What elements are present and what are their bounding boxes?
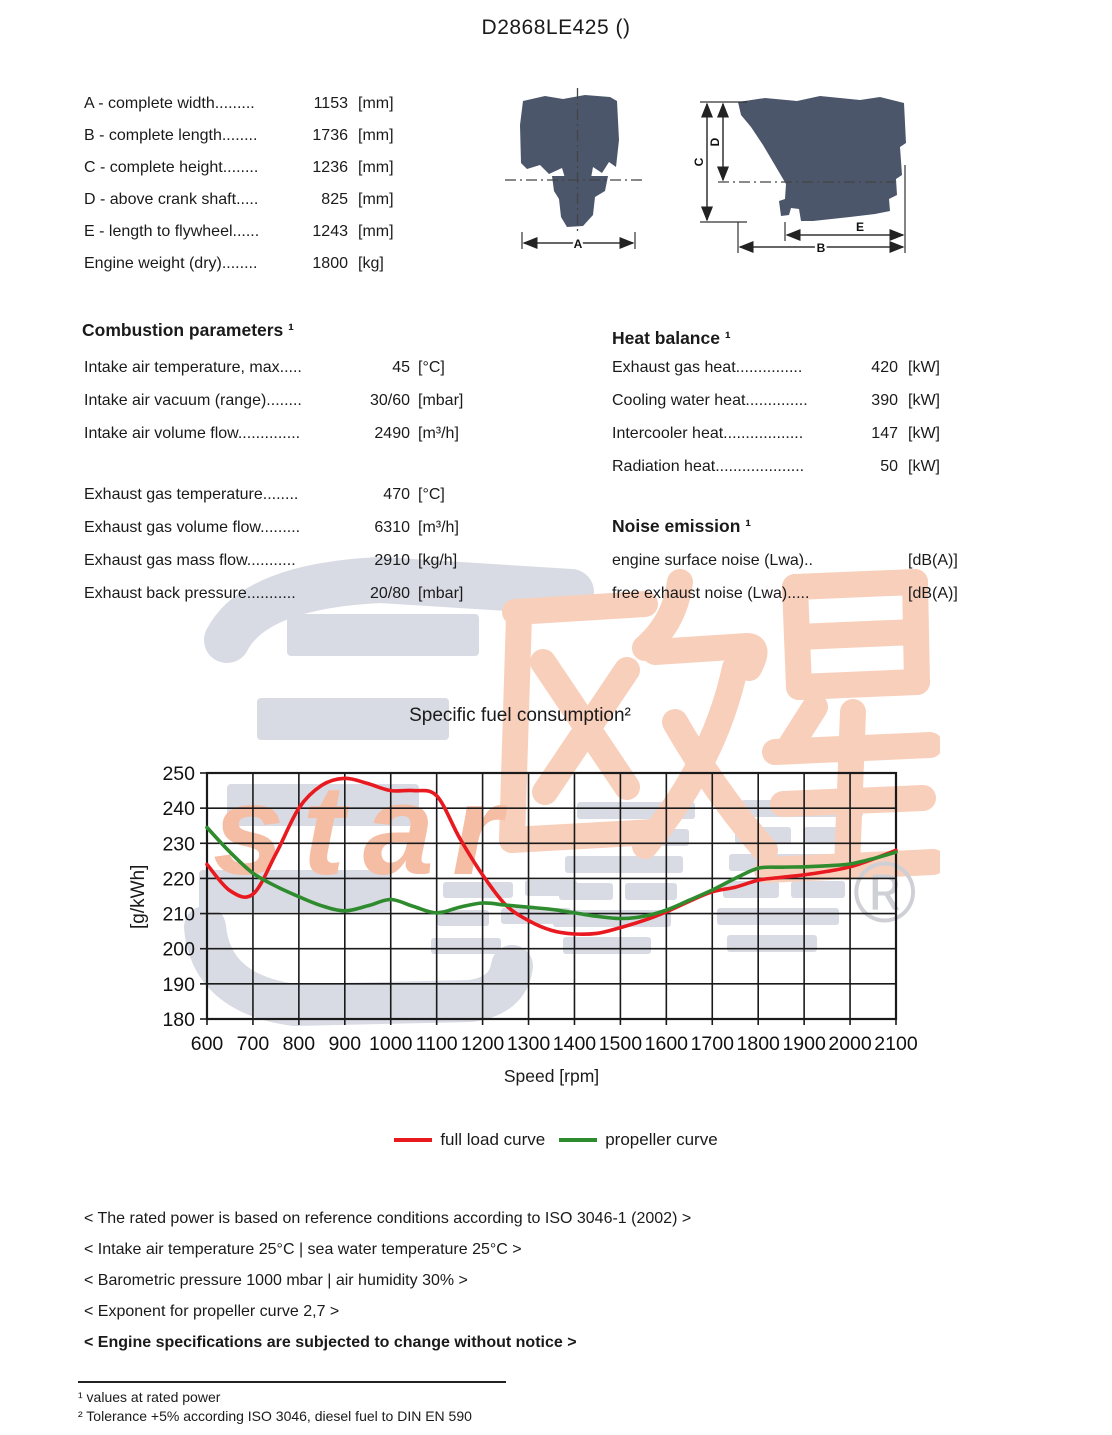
legend-item-propeller-curve [559,1130,717,1150]
watermark-star-text: star [213,759,520,902]
spec-label: Exhaust gas temperature........ [84,485,299,503]
spec-unit: [dB(A)] [908,584,958,602]
dimension-value: 1236 [312,159,348,176]
svg-text:1900: 1900 [782,1033,826,1055]
svg-text:800: 800 [282,1033,316,1055]
spec-value: 390 [871,391,898,409]
spec-unit: [mbar] [418,584,464,602]
spec-label: Exhaust gas heat............... [612,358,803,376]
note-line-bold: < Engine specifications are subjected to change without notice > [84,1333,577,1351]
svg-text:220: 220 [162,868,195,891]
spec-value: 470 [383,485,410,503]
dimension-value: 1243 [312,223,348,240]
svg-text:210: 210 [162,903,195,926]
chart-x-axis-label: Speed [rpm] [503,1066,600,1086]
dimension-label: B - complete length........ [84,127,258,144]
svg-text:200: 200 [162,938,195,961]
spec-unit: [mbar] [418,391,464,409]
footnotes-block [78,1388,472,1426]
svg-text:2100: 2100 [874,1033,918,1055]
spec-value: 2910 [374,551,410,569]
spec-unit: [m³/h] [418,424,459,442]
spec-unit: [kW] [908,358,940,376]
chart-y-axis-label: [g/kWh] [128,864,149,930]
svg-text:1400: 1400 [552,1033,597,1055]
combustion-exhaust-rows [84,478,463,610]
notes-block [84,1203,691,1358]
spec-row [612,351,940,384]
series-propeller-curve [207,827,896,918]
spec-label: Exhaust gas mass flow........... [84,551,296,569]
spec-row [84,417,463,450]
legend-swatch [394,1138,432,1142]
spec-row [84,384,463,417]
spec-label: Intake air vacuum (range)........ [84,391,302,409]
dimension-label: E - length to flywheel...... [84,223,260,240]
spec-value: 20/80 [369,584,410,602]
spec-row [612,384,940,417]
svg-text:1700: 1700 [690,1033,734,1055]
svg-text:1300: 1300 [506,1033,551,1055]
spec-label: engine surface noise (Lwa).. [612,551,813,569]
legend-swatch [559,1138,597,1142]
dimension-unit: [kg] [358,255,384,272]
svg-text:250: 250 [162,763,195,785]
spec-row [84,511,463,544]
dimension-label: A - complete width......... [84,95,255,112]
svg-text:600: 600 [190,1033,224,1055]
dimensions-table [84,88,394,280]
noise-emission-heading: Noise emission ¹ [612,516,752,536]
spec-label: Intercooler heat.................. [612,424,804,442]
svg-text:1100: 1100 [415,1033,458,1055]
combustion-intake-rows [84,351,463,450]
svg-text:700: 700 [236,1033,270,1055]
spec-value: 2490 [374,424,410,442]
dimension-row [84,248,394,280]
dimension-value: 1800 [312,255,348,272]
spec-unit: [kW] [908,391,940,409]
dimension-row [84,184,394,216]
dimension-row [84,120,394,152]
dimension-unit: [mm] [358,127,394,144]
svg-text:1000: 1000 [369,1033,413,1055]
engine-side-view [692,96,906,255]
spec-row [612,450,940,483]
svg-text:230: 230 [162,833,195,856]
spec-row [84,544,463,577]
svg-text:1600: 1600 [644,1033,689,1055]
spec-unit: [°C] [418,358,445,376]
legend-label: propeller curve [605,1130,718,1149]
svg-text:900: 900 [328,1033,362,1055]
spec-row [612,577,958,610]
dimension-label: C - complete height........ [84,159,259,176]
spec-label: free exhaust noise (Lwa)..... [612,584,810,602]
engine-front-view [505,88,642,251]
dimension-row [84,152,394,184]
dimension-value: 825 [321,191,348,208]
heat-balance-rows [612,351,940,483]
spec-value: 30/60 [369,391,410,409]
spec-value: 45 [392,358,410,376]
note-line: < Exponent for propeller curve 2,7 > [84,1302,340,1320]
dimension-unit: [mm] [358,159,394,176]
note-line: < The rated power is based on reference conditions according to ISO 3046-1 (2002) > [84,1209,692,1227]
noise-emission-rows [612,544,958,610]
svg-text:1200: 1200 [460,1033,505,1055]
spec-row [84,577,463,610]
dimension-unit: [mm] [358,95,394,112]
legend-label: full load curve [440,1130,546,1149]
dimension-unit: [mm] [358,191,394,208]
dimension-row [84,216,394,248]
svg-text:1800: 1800 [736,1033,780,1055]
svg-text:180: 180 [162,1009,195,1031]
spec-label: Radiation heat.................... [612,457,805,475]
footnote-divider [78,1381,506,1383]
fuel-consumption-chart [145,758,945,1073]
chart-legend [0,1130,1112,1150]
watermark-registered-icon: ® [853,845,917,941]
spec-unit: [kW] [908,457,940,475]
dimension-value: 1736 [312,127,348,144]
dim-label-D: D [708,137,722,147]
spec-label: Exhaust gas volume flow......... [84,518,301,536]
note-line: < Intake air temperature 25°C | sea water temperature 25°C > [84,1240,522,1258]
spec-unit: [m³/h] [418,518,459,536]
engine-dimension-drawings [505,85,920,260]
spec-row [612,417,940,450]
dimension-label: D - above crank shaft..... [84,191,259,208]
svg-text:240: 240 [162,798,195,821]
spec-value: 147 [871,424,898,442]
spec-row [612,544,958,577]
footnote-line: ² Tolerance +5% according ISO 3046, diesel fuel to DIN EN 590 [78,1408,472,1424]
dimension-unit: [mm] [358,223,394,240]
svg-text:190: 190 [162,973,195,996]
notes-list [84,1203,691,1327]
spec-label: Exhaust back pressure........... [84,584,296,602]
spec-value: 50 [880,457,898,475]
dimension-row [84,88,394,120]
footnote-line: ¹ values at rated power [78,1389,221,1405]
page-title: D2868LE425 () [481,16,631,39]
spec-unit: [°C] [418,485,445,503]
svg-text:2000: 2000 [828,1033,872,1055]
chart-title: Specific fuel consumption² [409,705,631,726]
svg-text:1500: 1500 [598,1033,643,1055]
spec-value: 420 [871,358,898,376]
spec-label: Intake air temperature, max..... [84,358,302,376]
dim-label-C: C [692,157,706,167]
spec-unit: [kW] [908,424,940,442]
spec-unit: [kg/h] [418,551,458,569]
spec-label: Cooling water heat.............. [612,391,808,409]
dim-label-E: E [855,220,865,234]
spec-row [84,478,463,511]
combustion-heading: Combustion parameters ¹ [82,320,294,340]
dim-label-A: A [573,237,583,251]
spec-label: Intake air volume flow.............. [84,424,301,442]
legend-item-full-load-curve [394,1130,545,1150]
spec-row [84,351,463,384]
dimension-label: Engine weight (dry)........ [84,255,258,272]
spec-value: 6310 [374,518,410,536]
spec-unit: [dB(A)] [908,551,958,569]
note-line: < Barometric pressure 1000 mbar | air humidity 30% > [84,1271,468,1289]
dim-label-B: B [816,241,826,255]
heat-balance-heading: Heat balance ¹ [612,328,731,348]
dimension-value: 1153 [313,95,348,112]
